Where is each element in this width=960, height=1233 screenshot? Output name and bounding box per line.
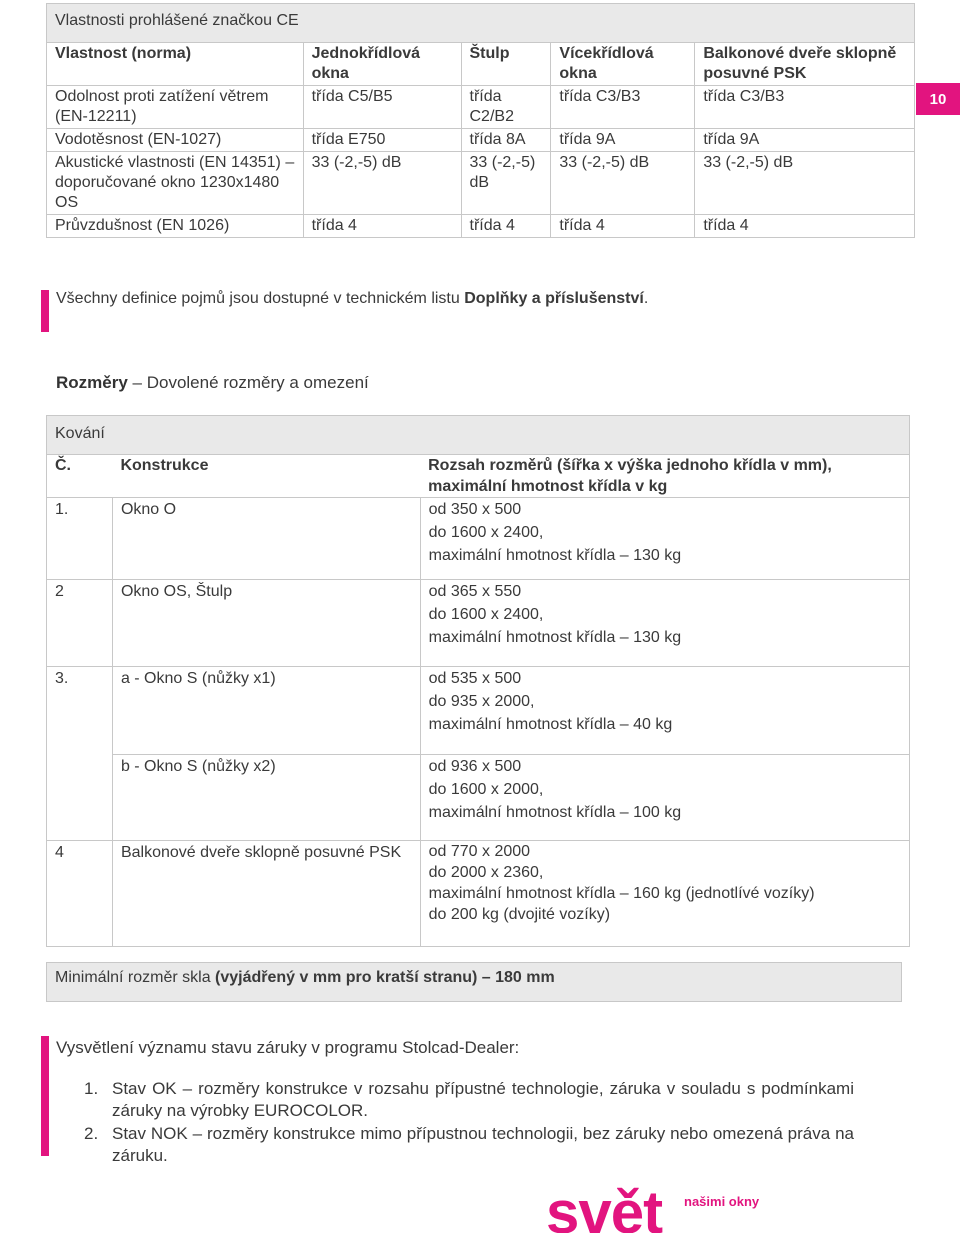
legend-list [84, 1078, 854, 1168]
table-row [47, 841, 910, 947]
table-cell: 33 (-2,-5) dB [461, 152, 551, 215]
table-cell: třída C3/B3 [695, 86, 915, 129]
range-cell [420, 755, 909, 841]
note-end: . [643, 290, 649, 307]
table-cell: třída C2/B2 [461, 86, 551, 129]
list-text: Stav NOK – rozměry konstrukce mimo přípustnou technologii, bez záruky nebo omezená práva na záruku. [112, 1124, 854, 1165]
table-cell: 33 (-2,-5) dB [303, 152, 461, 215]
properties-table-header [47, 43, 915, 86]
logo-tagline: našimi okny [684, 1194, 760, 1209]
row-number: 2 [47, 580, 113, 667]
table-cell: třída 4 [695, 215, 915, 238]
note-link[interactable]: Doplňky a příslušenství [464, 290, 644, 307]
properties-table [46, 3, 915, 238]
table-row [47, 498, 910, 580]
table-cell: třída C5/B5 [303, 86, 461, 129]
range-cell [420, 580, 909, 667]
header-cell: Vlastnost (norma) [47, 43, 304, 86]
heading-dash: – [127, 373, 147, 392]
table-cell: Vodotěsnost (EN-1027) [47, 129, 304, 152]
table-cell: třída 8A [461, 129, 551, 152]
table-cell: třída C3/B3 [551, 86, 695, 129]
range-line: do 200 kg (dvojité vozíky) [428, 906, 611, 923]
table-cell: Průvzdušnost (EN 1026) [47, 215, 304, 238]
header-cell: Rozsah rozměrů (šířka x výška jednoho křídla v mm), maximální hmotnost křídla v kg [420, 455, 909, 498]
range-line: maximální hmotnost křídla – 130 kg [428, 629, 682, 646]
row-number: 4 [47, 841, 113, 947]
table-row [47, 129, 915, 152]
header-cell: Jednokřídlová okna [303, 43, 461, 86]
range-line: do 1600 x 2000, [428, 781, 544, 798]
list-number: 1. [84, 1079, 99, 1098]
range-line: maximální hmotnost křídla – 160 kg (jednotlívé vozíky) [428, 885, 815, 902]
note-text: Všechny definice pojmů jsou dostupné v technickém listu [56, 290, 465, 307]
min-glass-value: (vyjádřený v mm pro kratší stranu) – 180 mm [215, 969, 555, 986]
legend-title: Vysvětlení významu stavu záruky v programu Stolcad-Dealer: [56, 1038, 520, 1057]
heading-rest: Dovolené rozměry a omezení [146, 373, 369, 392]
table-cell: třída 9A [695, 129, 915, 152]
table-cell: třída E750 [303, 129, 461, 152]
heading-bold: Rozměry [56, 373, 128, 392]
definitions-note [56, 290, 648, 308]
range-line: do 1600 x 2400, [428, 606, 544, 623]
header-cell: Č. [47, 455, 113, 498]
range-line: od 936 x 500 [428, 758, 522, 775]
range-line: od 365 x 550 [428, 583, 522, 600]
dimensions-table-caption: Kování [47, 416, 910, 455]
construction-cell: Okno O [112, 498, 420, 580]
min-glass-text: Minimální rozměr skla [55, 969, 216, 986]
table-cell: 33 (-2,-5) dB [695, 152, 915, 215]
range-line: do 1600 x 2400, [428, 524, 544, 541]
table-cell: třída 4 [303, 215, 461, 238]
table-row [47, 580, 910, 667]
brand-logo [546, 1178, 806, 1233]
list-text: Stav OK – rozměry konstrukce v rozsahu přípustné technologie, záruka v souladu s podmínkami záruky na výrobky EUROCOLOR. [112, 1079, 854, 1120]
table-row [47, 755, 910, 841]
range-cell [420, 841, 909, 947]
construction-cell: Balkonové dveře sklopně posuvné PSK [112, 841, 420, 947]
construction-cell: a - Okno S (nůžky x1) [112, 667, 420, 755]
dimensions-table-header [47, 455, 910, 498]
range-cell [420, 667, 909, 755]
header-cell: Vícekřídlová okna [551, 43, 695, 86]
range-line: od 535 x 500 [428, 670, 522, 687]
range-line: do 2000 x 2360, [428, 864, 544, 881]
range-line: maximální hmotnost křídla – 100 kg [428, 804, 682, 821]
accent-bar [41, 1036, 49, 1156]
header-cell: Balkonové dveře sklopně posuvné PSK [695, 43, 915, 86]
table-row [47, 667, 910, 755]
section-heading [56, 373, 369, 393]
properties-table-caption: Vlastnosti prohlášené značkou CE [47, 4, 915, 43]
table-cell: Akustické vlastnosti (EN 14351) – doporučované okno 1230x1480 OS [47, 152, 304, 215]
range-line: od 770 x 2000 [428, 843, 531, 860]
range-line: od 350 x 500 [428, 501, 522, 518]
list-item [84, 1123, 854, 1167]
list-item [84, 1078, 854, 1122]
table-cell: Odolnost proti zatížení větrem (EN-12211) [47, 86, 304, 129]
range-line: maximální hmotnost křídla – 40 kg [428, 716, 673, 733]
table-row [47, 152, 915, 215]
construction-cell: Okno OS, Štulp [112, 580, 420, 667]
header-cell: Štulp [461, 43, 551, 86]
row-number: 1. [47, 498, 113, 580]
row-number [47, 755, 113, 841]
logo-word: svět [546, 1179, 663, 1233]
table-cell: třída 4 [551, 215, 695, 238]
accent-bar [41, 290, 49, 332]
dimensions-table [46, 415, 910, 947]
range-line: maximální hmotnost křídla – 130 kg [428, 547, 682, 564]
table-cell: třída 4 [461, 215, 551, 238]
table-cell: 33 (-2,-5) dB [551, 152, 695, 215]
table-row [47, 86, 915, 129]
header-cell: Konstrukce [112, 455, 420, 498]
construction-cell: b - Okno S (nůžky x2) [112, 755, 420, 841]
row-number: 3. [47, 667, 113, 755]
min-glass-box [46, 962, 902, 1002]
list-number: 2. [84, 1124, 99, 1143]
table-row [47, 215, 915, 238]
table-cell: třída 9A [551, 129, 695, 152]
range-line: do 935 x 2000, [428, 693, 535, 710]
range-cell [420, 498, 909, 580]
page-number-tab: 10 [916, 83, 960, 115]
